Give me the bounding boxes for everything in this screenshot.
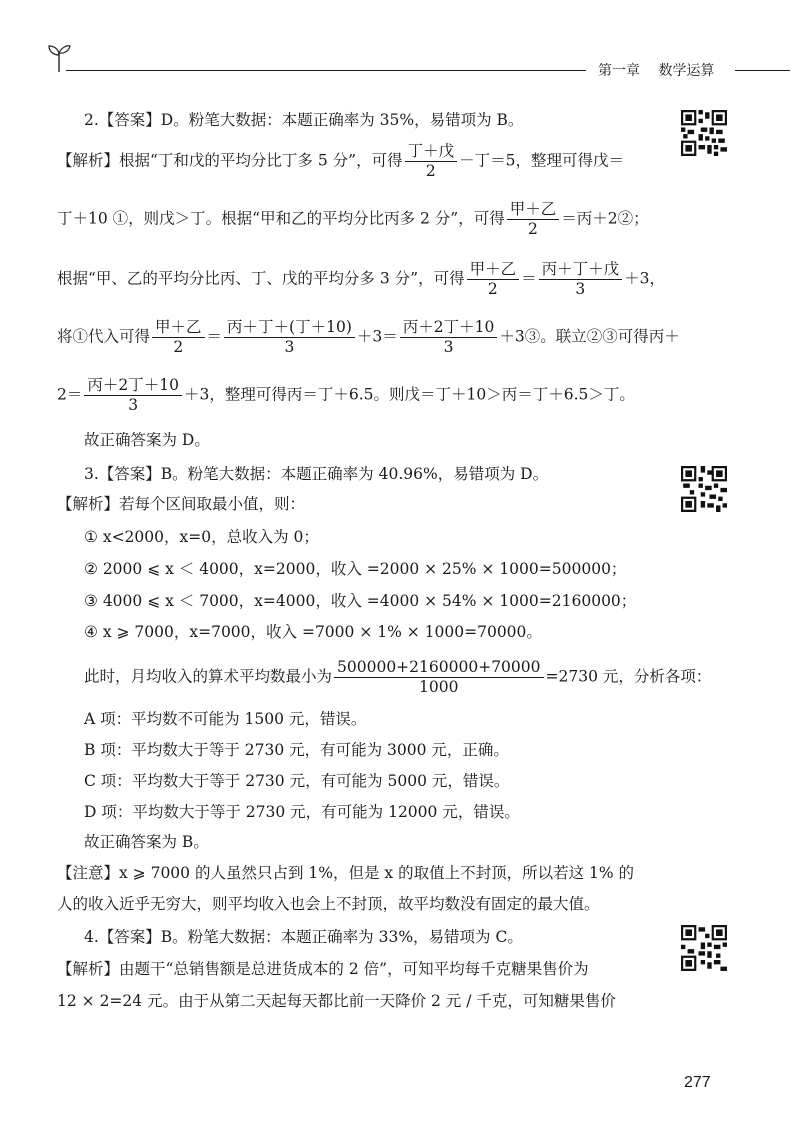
q3-case-2: ② 2000 ⩽ x ＜ 4000，x=2000，收入 =2000 × 25% × 1000=500000；	[84, 560, 627, 578]
q2-answer: 2.【答案】D。粉笔大数据：本题正确率为 35%，易错项为 B。	[84, 111, 524, 129]
fraction: $\frac{\text{甲＋乙}}{2}$	[152, 318, 205, 357]
q3-answer: 3.【答案】B。粉笔大数据：本题正确率为 40.96%，易错项为 D。	[84, 465, 549, 483]
q3-case-3: ③ 4000 ⩽ x ＜ 7000，x=4000，收入 =4000 × 54% × 1000=2160000；	[84, 592, 637, 610]
qr-code-icon	[681, 110, 727, 156]
chapter-label: 第一章	[598, 63, 640, 79]
q3-note-line2: 人的收入近乎无穷大，则平均收入也会上不封顶，故平均数没有固定的最大值。	[57, 895, 600, 913]
q3-option-d: D 项：平均数大于等于 2730 元，有可能为 12000 元，错误。	[84, 803, 520, 821]
q3-case-1: ① x<2000，x=0，总收入为 0；	[84, 528, 319, 546]
q3-note-line1: 【注意】x ⩾ 7000 的人虽然只占到 1%，但是 x 的取值上不封顶，所以若这 1% 的	[57, 864, 635, 882]
header-rule-left	[66, 70, 586, 71]
chapter-header	[598, 60, 714, 80]
q3-conclusion: 故正确答案为 B。	[84, 833, 209, 851]
q3-average: 此时，月均收入的算术平均数最小为 $\frac{500000+2160000+70000}{1000}$ =2730 元，分析各项：	[84, 658, 712, 696]
q2-analysis-line5: 2＝ $\frac{\text{丙＋2丁＋10}}{3}$ ＋3，整理可得丙＝丁＋6.5。则戊＝丁＋10＞丙＝丁＋6.5＞丁。	[57, 376, 635, 414]
q2-analysis-line4: 将①代入可得 $\frac{\text{甲＋乙}}{2}$ ＝ $\frac{\text{丙＋丁＋(丁＋10)}}{3}$ ＋3＝ $\frac{\text{丙＋2丁＋10}}{3}$ ＋3③。联立②③可得丙＋	[57, 318, 680, 356]
fraction: $\frac{500000+2160000+70000}{1000}$	[334, 658, 543, 697]
header-rule-right	[735, 70, 790, 71]
q2-analysis-line1: 【解析】根据“丁和戊的平均分比丁多 5 分”，可得 $\frac{\text{丁＋戊}}{2}$ －丁＝5，整理可得戊＝	[57, 142, 624, 180]
q4-analysis-line2: 12 × 2=24 元。由于从第二天起每天都比前一天降价 2 元 / 千克，可知糖果售价	[57, 992, 616, 1010]
q2-conclusion: 故正确答案为 D。	[84, 431, 210, 449]
q2-analysis-line3: 根据“甲、乙的平均分比丙、丁、戊的平均分多 3 分”，可得 $\frac{\text{甲＋乙}}{2}$ ＝ $\frac{\text{丙＋丁＋戊}}{3}$ ＋3，	[57, 260, 665, 298]
q4-answer: 4.【答案】B。粉笔大数据：本题正确率为 33%，易错项为 C。	[84, 928, 523, 946]
fraction: $\frac{\text{丙＋丁＋戊}}{3}$	[539, 260, 623, 299]
q3-analysis: 【解析】若每个区间取最小值，则：	[57, 495, 306, 513]
chapter-title: 数学运算	[658, 63, 715, 79]
qr-code-icon	[681, 466, 727, 512]
fraction: $\frac{\text{丁＋戊}}{2}$	[405, 142, 458, 181]
q2-analysis-line2: 丁＋10 ①，则戊＞丁。根据“甲和乙的平均分比丙多 2 分”，可得 $\frac{\text{甲＋乙}}{2}$ ＝丙＋2②；	[57, 200, 649, 238]
qr-code-icon	[681, 925, 727, 971]
page-number: 277	[684, 1074, 711, 1091]
fraction: $\frac{\text{丙＋2丁＋10}}{3}$	[84, 376, 182, 415]
fraction: $\frac{\text{丙＋丁＋(丁＋10)}}{3}$	[224, 318, 355, 357]
q3-option-c: C 项：平均数大于等于 2730 元，有可能为 5000 元，错误。	[84, 772, 510, 790]
fraction: $\frac{\text{甲＋乙}}{2}$	[467, 260, 520, 299]
q3-case-4: ④ x ⩾ 7000，x=7000，收入 =7000 × 1% × 1000=70000。	[84, 623, 542, 641]
q3-option-a: A 项：平均数不可能为 1500 元，错误。	[84, 710, 367, 728]
fraction: $\frac{\text{甲＋乙}}{2}$	[507, 200, 560, 239]
q4-analysis-line1: 【解析】由题干“总销售额是总进货成本的 2 倍”，可知平均每千克糖果售价为	[57, 960, 589, 978]
q3-option-b: B 项：平均数大于等于 2730 元，有可能为 3000 元，正确。	[84, 741, 509, 759]
fraction: $\frac{\text{丙＋2丁＋10}}{3}$	[400, 318, 498, 357]
